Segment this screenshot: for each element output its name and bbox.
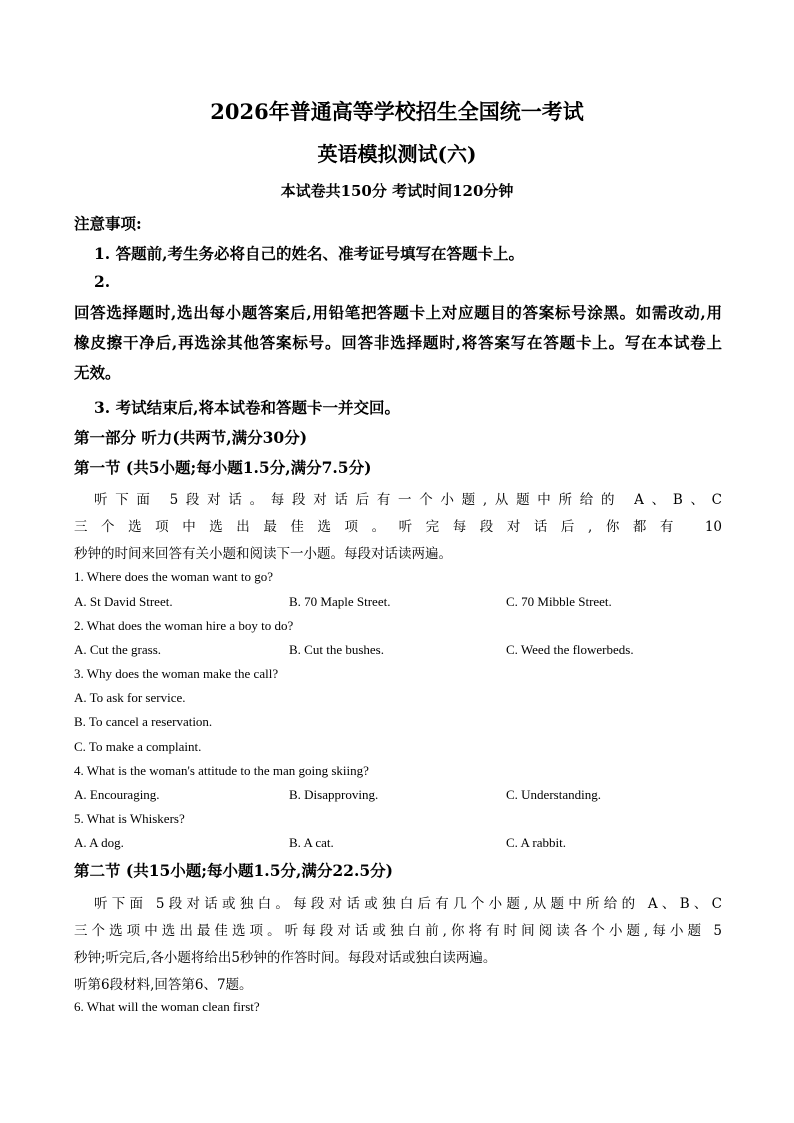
section-2-instruction-line-1: 听下面 5段对话或独白。每段对话或独白后有几个小题,从题中所给的 A、B、C — [94, 896, 722, 912]
question-3-option-a: A. To ask for service. — [74, 690, 186, 705]
notice-item-2-line-2: 橡皮擦干净后,再选涂其他答案标号。回答非选择题时,将答案写在答题卡上。写在本试卷上 — [74, 333, 722, 352]
question-4-option-c: C. Understanding. — [506, 787, 601, 802]
question-1: 1. Where does the woman want to go? — [74, 569, 274, 584]
notice-item-2-line-1: 回答选择题时,选出每小题答案后,用铅笔把答题卡上对应题目的答案标号涂黑。如需改动,用 — [74, 303, 722, 322]
part-1-heading: 第一部分 听力(共两节,满分30分) — [74, 428, 308, 447]
notice-heading: 注意事项: — [74, 214, 142, 233]
exam-subtitle: 英语模拟测试(六) — [317, 142, 477, 166]
question-2-option-a: A. Cut the grass. — [74, 642, 162, 657]
section-1-instruction-line-2: 三个选项中选出最佳选项。听完每段对话后,你都有 10 — [74, 519, 722, 535]
section-1-instruction-line-3: 秒钟的时间来回答有关小题和阅读下一小题。每段对话读两遍。 — [74, 546, 452, 562]
notice-item-1: 1. 答题前,考生务必将自己的姓名、准考证号填写在答题卡上。 — [94, 244, 524, 263]
question-2-option-b: B. Cut the bushes. — [289, 642, 384, 657]
notice-item-3: 3. 考试结束后,将本试卷和答题卡一并交回。 — [94, 398, 400, 417]
question-5-option-b: B. A cat. — [289, 835, 334, 850]
question-3-option-b: B. To cancel a reservation. — [74, 714, 213, 729]
question-4: 4. What is the woman's attitude to the man going skiing? — [74, 763, 369, 778]
question-1-option-c: C. 70 Mibble Street. — [506, 594, 612, 609]
section-2-heading: 第二节 (共15小题;每小题1.5分,满分22.5分) — [74, 861, 393, 880]
question-3-option-c: C. To make a complaint. — [74, 739, 202, 754]
section-1-heading: 第一节 (共5小题;每小题1.5分,满分7.5分) — [74, 458, 372, 477]
question-3: 3. Why does the woman make the call? — [74, 666, 279, 681]
question-5-option-c: C. A rabbit. — [506, 835, 566, 850]
material-6-note: 听第6段材料,回答第6、7题。 — [74, 977, 253, 993]
section-1-instruction-line-1: 听下面 5段对话。每段对话后有一个小题,从题中所给的 A、B、C — [94, 492, 722, 508]
notice-item-2-line-3: 无效。 — [74, 363, 121, 382]
question-4-option-b: B. Disapproving. — [289, 787, 379, 802]
question-2-option-c: C. Weed the flowerbeds. — [506, 642, 634, 657]
question-1-option-b: B. 70 Maple Street. — [289, 594, 391, 609]
question-5-option-a: A. A dog. — [74, 835, 124, 850]
question-5: 5. What is Whiskers? — [74, 811, 185, 826]
exam-info: 本试卷共150分 考试时间120分钟 — [280, 182, 514, 200]
notice-item-2-number: 2. — [94, 272, 111, 291]
question-6: 6. What will the woman clean first? — [74, 999, 260, 1014]
question-4-option-a: A. Encouraging. — [74, 787, 160, 802]
section-2-instruction-line-2: 三个选项中选出最佳选项。听每段对话或独白前,你将有时间阅读各个小题,每小题 5 — [74, 923, 722, 939]
question-1-option-a: A. St David Street. — [74, 594, 173, 609]
question-2: 2. What does the woman hire a boy to do? — [74, 618, 294, 633]
exam-title: 2026年普通高等学校招生全国统一考试 — [210, 99, 584, 124]
section-2-instruction-line-3: 秒钟;听完后,各小题将给出5秒钟的作答时间。每段对话或独白读两遍。 — [74, 950, 497, 966]
